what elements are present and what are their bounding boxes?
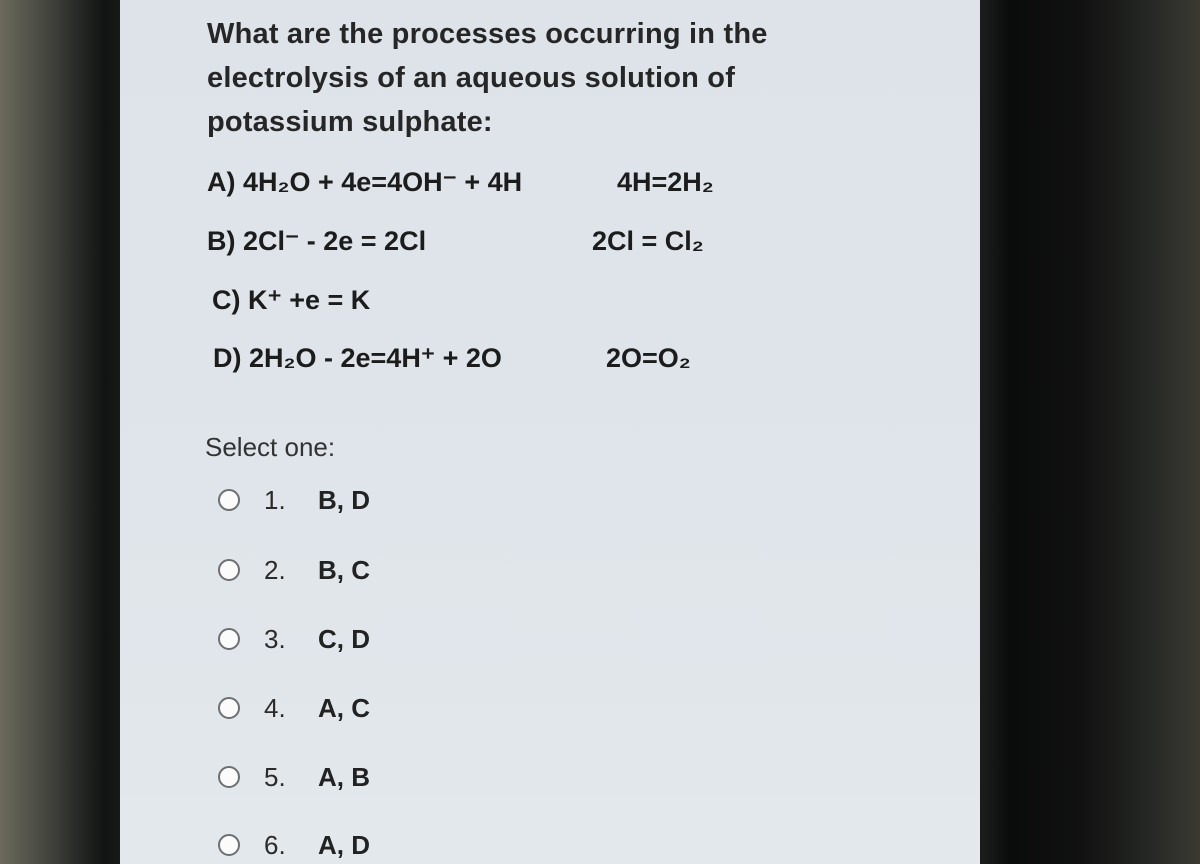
- option-number: 1.: [264, 484, 286, 515]
- select-one-label: Select one:: [205, 432, 336, 462]
- equation-a-left: A) 4H₂O + 4e=4OH⁻ + 4H: [207, 167, 523, 197]
- radio-button-icon[interactable]: [218, 489, 240, 511]
- option-number: 4.: [264, 692, 286, 723]
- radio-button-icon[interactable]: [218, 766, 240, 788]
- question-line-1: What are the processes occurring in the: [207, 18, 768, 50]
- option-label: A, B: [318, 761, 370, 792]
- option-5[interactable]: [218, 759, 370, 795]
- radio-button-icon[interactable]: [218, 697, 240, 719]
- equation-b-right: 2Cl = Cl₂: [592, 226, 704, 256]
- equation-b-left: B) 2Cl⁻ - 2e = 2Cl: [207, 226, 427, 256]
- option-label: C, D: [318, 623, 370, 654]
- question-line-2: electrolysis of an aqueous solution of: [207, 62, 736, 94]
- question-line-3: [207, 100, 827, 144]
- radio-button-icon[interactable]: [218, 559, 240, 581]
- option-label: B, D: [318, 484, 370, 515]
- radio-button-icon[interactable]: [218, 834, 240, 856]
- option-number: 5.: [264, 761, 286, 792]
- equation-d-right: 2O=O₂: [606, 343, 691, 373]
- option-1[interactable]: [218, 482, 370, 518]
- question-text: [207, 12, 827, 144]
- option-label: A, C: [318, 692, 370, 723]
- option-label: A, D: [318, 829, 370, 860]
- option-number: 6.: [264, 829, 286, 860]
- equation-a-right: 4H=2H₂: [617, 167, 714, 197]
- equation-d-left: D) 2H₂O - 2e=4H⁺ + 2O: [213, 343, 502, 373]
- option-3[interactable]: [218, 621, 370, 657]
- equation-c-left: C) K⁺ +e = K: [212, 285, 371, 315]
- option-label: B, C: [318, 554, 370, 585]
- radio-button-icon[interactable]: [218, 628, 240, 650]
- option-2[interactable]: [218, 552, 370, 588]
- option-4[interactable]: [218, 690, 370, 726]
- question-line-3-plain: potassium: [207, 106, 363, 138]
- option-number: 3.: [264, 623, 286, 654]
- option-number: 2.: [264, 554, 286, 585]
- option-6[interactable]: [218, 827, 370, 863]
- question-line-3-bold: sulphate:: [362, 106, 493, 138]
